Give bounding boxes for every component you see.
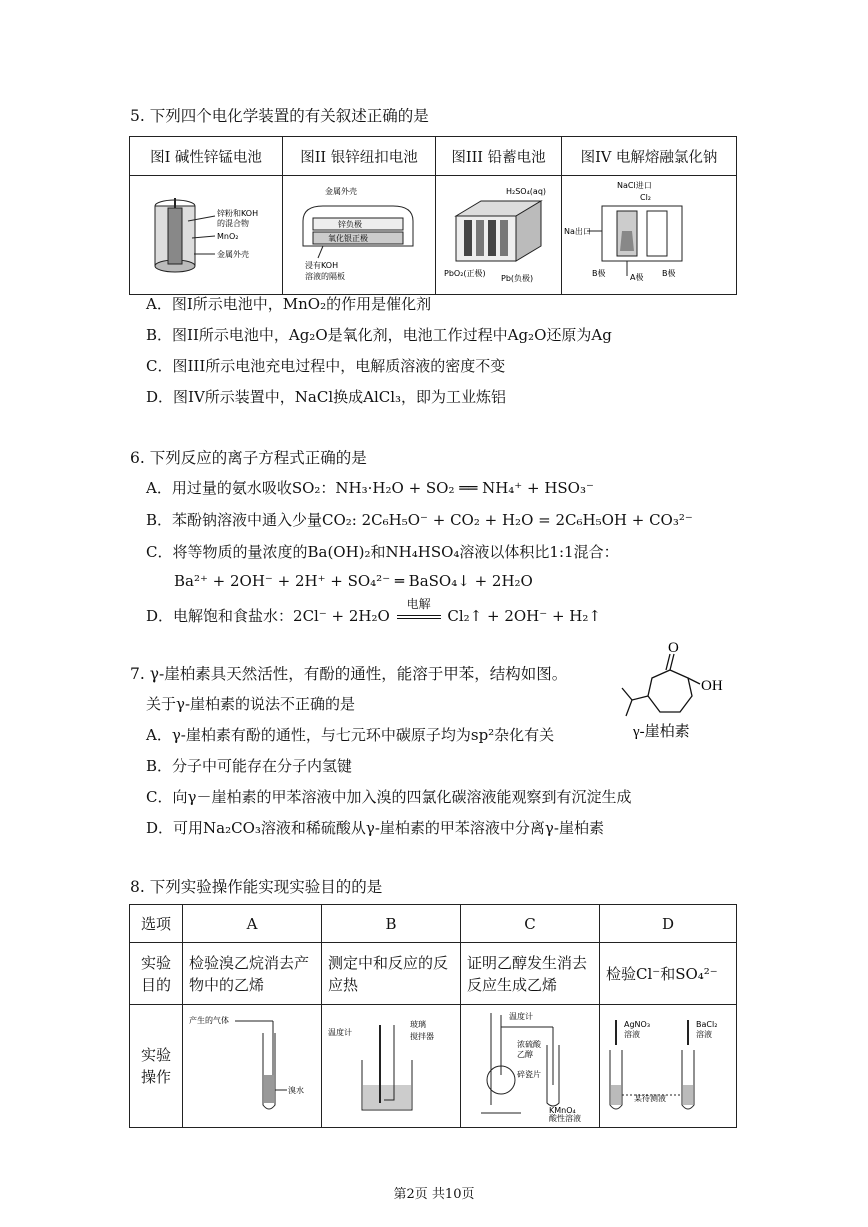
q8-header-d: D xyxy=(600,905,737,943)
q6-option-a: A．用过量的氨水吸收SO₂：NH₃·H₂O + SO₂ ══ NH₄⁺ + HSO₃⁻ xyxy=(146,479,594,497)
figD-label-agno3: AgNO₃ xyxy=(624,1020,651,1029)
q8-stem: 8. 下列实验操作能实现实验目的的是 xyxy=(130,878,383,896)
fig3-label-pbo2: PbO₂(正极) xyxy=(444,269,486,278)
figC-label-thermometer: 温度计 xyxy=(509,1012,533,1021)
q8-operation-d xyxy=(600,1005,737,1128)
q5-stem: 5. 下列四个电化学装置的有关叙述正确的是 xyxy=(130,107,429,125)
q5-fig3-cell xyxy=(436,176,562,295)
q8-row-operation-label: 实验操作 xyxy=(130,1005,183,1128)
q6-option-b: B．苯酚钠溶液中通入少量CO₂: 2C₆H₅O⁻ + CO₂ + H₂O = 2C₆H₅OH + CO₃²⁻ xyxy=(146,511,693,529)
figC-label-acidic: 酸性溶液 xyxy=(549,1114,581,1123)
q8-header-c: C xyxy=(461,905,600,943)
electrolysis-nacl-figure xyxy=(562,176,714,290)
fig4-label-a: A极 xyxy=(630,273,644,282)
q5-header-4: 图IV 电解熔融氯化钠 xyxy=(562,137,737,176)
q8-header-option: 选项 xyxy=(130,905,183,943)
structure-label-oh: OH xyxy=(701,678,723,694)
q7-stem: 7. γ-崖柏素具天然活性，有酚的通性，能溶于甲苯，结构如图。 xyxy=(130,665,568,683)
q8-operation-b xyxy=(322,1005,461,1128)
q8-purpose-c: 证明乙醇发生消去反应生成乙烯 xyxy=(461,943,600,1005)
q6-d-arrow xyxy=(395,597,443,625)
gamma-thujaplicin-structure xyxy=(600,640,750,750)
q5-fig4-cell xyxy=(562,176,737,295)
q6-option-c: C．将等物质的量浓度的Ba(OH)₂和NH₄HSO₄溶液以体积比1:1混合： xyxy=(146,543,619,561)
fig2-label-separator: 溶液的隔板 xyxy=(305,272,345,281)
fig4-label-naout: Na出口 xyxy=(564,227,591,236)
fig2-label-zinc: 锌负极 xyxy=(338,220,362,229)
q5-figure-table xyxy=(129,136,737,295)
calorimeter-figure xyxy=(322,1005,460,1123)
ion-test-tubes-figure xyxy=(600,1005,736,1123)
fig1-label-mno2: MnO₂ xyxy=(217,232,239,241)
fig1-label-shell: 金属外壳 xyxy=(217,250,249,259)
q6-option-d xyxy=(146,597,601,626)
q6-d-left: D．电解饱和食盐水：2Cl⁻ + 2H₂O xyxy=(146,607,390,625)
figC-label-ethanol: 乙醇 xyxy=(517,1050,533,1059)
figC-label-chips: 碎瓷片 xyxy=(517,1070,541,1079)
q7-option-a: A．γ-崖柏素有酚的通性，与七元环中碳原子均为sp²杂化有关 xyxy=(146,726,555,744)
figD-label-agno3-sol: 溶液 xyxy=(624,1030,640,1039)
structure-name: γ-崖柏素 xyxy=(633,724,690,740)
q8-row-purpose-label: 实验目的 xyxy=(130,943,183,1005)
q8-header-a: A xyxy=(183,905,322,943)
figB-label-stirrer: 搅拌器 xyxy=(410,1032,434,1041)
q5-fig2-cell xyxy=(283,176,436,295)
fig4-label-b1: B极 xyxy=(592,269,606,278)
q8-table xyxy=(129,904,737,1128)
figD-label-sample: 某待测液 xyxy=(634,1094,666,1103)
ethanol-elimination-figure xyxy=(461,1005,599,1123)
fig3-label-pb: Pb(负极) xyxy=(501,274,534,283)
figB-label-glass: 玻璃 xyxy=(410,1020,426,1029)
figC-label-acid: 浓硫酸 xyxy=(517,1040,541,1049)
q5-header-1: 图I 碱性锌锰电池 xyxy=(130,137,283,176)
q7-option-d: D．可用Na₂CO₃溶液和稀硫酸从γ-崖柏素的甲苯溶液中分离γ-崖柏素 xyxy=(146,819,604,837)
lead-acid-battery-figure xyxy=(436,176,561,290)
q8-purpose-a: 检验溴乙烷消去产物中的乙烯 xyxy=(183,943,322,1005)
q5-header-2: 图II 银锌纽扣电池 xyxy=(283,137,436,176)
q5-option-d: D．图IV所示装置中，NaCl换成AlCl₃，即为工业炼铝 xyxy=(146,388,507,406)
figB-label-thermometer: 温度计 xyxy=(328,1028,352,1037)
alkaline-battery-figure xyxy=(130,176,282,290)
q5-option-a: A．图I所示电池中，MnO₂的作用是催化剂 xyxy=(146,295,432,313)
q5-option-c: C．图III所示电池充电过程中，电解质溶液的密度不变 xyxy=(146,357,506,375)
q6-stem: 6. 下列反应的离子方程式正确的是 xyxy=(130,449,367,467)
fig2-label-ag2o: 氧化银正极 xyxy=(328,234,368,243)
figD-label-bacl2-sol: 溶液 xyxy=(696,1030,712,1039)
q8-purpose-d: 检验Cl⁻和SO₄²⁻ xyxy=(600,943,737,1005)
button-battery-figure xyxy=(283,176,435,290)
fig4-label-inlet: NaCl进口 xyxy=(617,181,652,190)
fig4-label-b2: B极 xyxy=(662,269,676,278)
fig1-label-zinc: 锌粉和KOH xyxy=(217,209,259,218)
q5-header-3: 图III 铅蓄电池 xyxy=(436,137,562,176)
figA-label-bromine: 溴水 xyxy=(288,1086,304,1095)
q7-option-c: C．向γ－崖柏素的甲苯溶液中加入溴的四氯化碳溶液能观察到有沉淀生成 xyxy=(146,788,632,806)
fig1-label-mix: 的混合物 xyxy=(217,219,249,228)
fig3-label-acid: H₂SO₄(aq) xyxy=(506,187,547,196)
q8-operation-c xyxy=(461,1005,600,1128)
page-footer: 第2页 共10页 xyxy=(393,1187,475,1202)
figC-label-kmno4: KMnO₄ xyxy=(549,1106,576,1115)
bromine-water-tube-figure xyxy=(183,1005,321,1123)
q7-stem-2: 关于γ-崖柏素的说法不正确的是 xyxy=(146,695,356,713)
figD-label-bacl2: BaCl₂ xyxy=(696,1020,718,1029)
q6-option-c-equation: Ba²⁺ + 2OH⁻ + 2H⁺ + SO₄²⁻ ═ BaSO₄↓ + 2H₂O xyxy=(174,572,533,590)
fig2-label-koh: 浸有KOH xyxy=(305,261,339,270)
fig4-label-cl2: Cl₂ xyxy=(640,193,652,202)
fig2-label-shell: 金属外壳 xyxy=(325,187,357,196)
q6-d-right: Cl₂↑ + 2OH⁻ + H₂↑ xyxy=(447,607,601,625)
q6-d-condition: 电解 xyxy=(406,597,431,611)
figA-label-gas: 产生的气体 xyxy=(189,1016,229,1025)
structure-label-o: O xyxy=(668,640,679,656)
q8-purpose-b: 测定中和反应的反应热 xyxy=(322,943,461,1005)
q8-operation-a xyxy=(183,1005,322,1128)
q5-option-b: B．图II所示电池中，Ag₂O是氧化剂，电池工作过程中Ag₂O还原为Ag xyxy=(146,326,612,344)
q7-option-b: B．分子中可能存在分子内氢键 xyxy=(146,757,353,775)
q8-header-b: B xyxy=(322,905,461,943)
q5-fig1-cell xyxy=(130,176,283,295)
